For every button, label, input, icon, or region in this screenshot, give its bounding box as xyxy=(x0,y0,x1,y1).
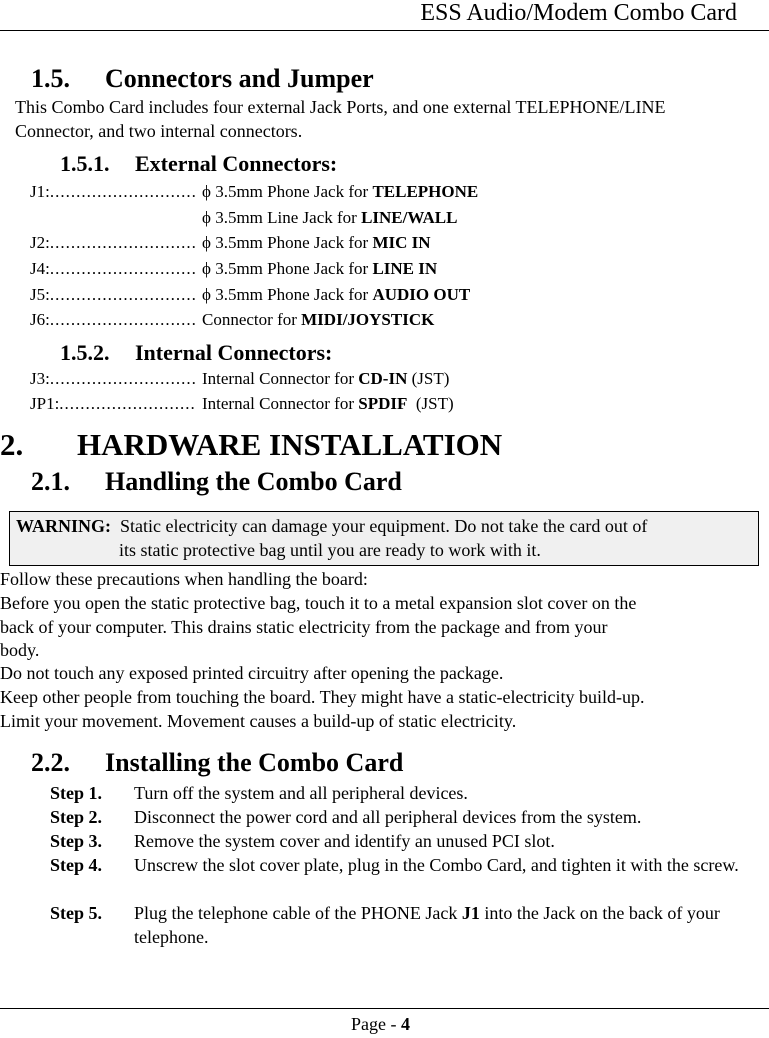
connector-row-j1 xyxy=(30,182,478,202)
precautions-intro: Follow these precautions when handling the board: xyxy=(0,569,368,589)
connector-function: MIC IN xyxy=(372,233,431,252)
connector-row-j2 xyxy=(30,233,431,253)
heading-text: Installing the Combo Card xyxy=(105,748,404,777)
precaution-line: Limit your movement. Movement causes a build-up of static electricity. xyxy=(0,711,517,731)
page-number xyxy=(351,1013,410,1035)
document-title: ESS Audio/Modem Combo Card xyxy=(420,0,737,26)
page-footer xyxy=(0,1008,769,1038)
heading-text: Internal Connectors: xyxy=(135,340,333,365)
step-text: Remove the system cover and identify an unused PCI slot. xyxy=(134,831,555,851)
heading-text: Connectors and Jumper xyxy=(105,64,374,93)
precaution-line: Before you open the static protective bag, touch it to a metal expansion slot cover on the xyxy=(0,593,637,613)
warning-label: WARNING: xyxy=(16,516,112,536)
step-label: Step 4. xyxy=(50,855,103,875)
warning-text-line-1: Static electricity can damage your equipment. Do not take the card out of xyxy=(120,516,648,536)
heading-external-connectors xyxy=(60,151,337,177)
step-label: Step 3. xyxy=(50,831,103,851)
connector-function: TELEPHONE xyxy=(372,182,479,201)
connector-row-j1-line xyxy=(30,208,457,228)
leader-dots: ............................ xyxy=(49,369,197,388)
heading-handling-the-combo-card xyxy=(31,467,402,497)
heading-number: 2. xyxy=(0,427,24,462)
connector-function: AUDIO OUT xyxy=(372,285,471,304)
step-text-bold: J1 xyxy=(461,903,480,923)
step-text-after: into the Jack on the back of your telephone. xyxy=(134,903,720,947)
connector-description: ϕ 3.5mm Phone Jack for xyxy=(202,182,373,201)
step-label: Step 2. xyxy=(50,807,103,827)
connector-suffix: (JST) xyxy=(407,394,454,413)
connector-description: Internal Connector for xyxy=(202,369,359,388)
connector-label: J2: xyxy=(30,233,50,252)
precaution-line: body. xyxy=(0,640,40,660)
heading-number: 1.5.2. xyxy=(60,340,110,365)
leader-dots: ............................ xyxy=(49,233,197,252)
warning-text-line-2: its static protective bag until you are ready to work with it. xyxy=(119,540,541,560)
connector-function: SPDIF xyxy=(358,394,408,413)
step-text-before: Plug the telephone cable of the PHONE Jack xyxy=(134,903,462,923)
connector-description: Internal Connector for xyxy=(202,394,359,413)
leader-dots: ............................ xyxy=(49,182,197,201)
page-header xyxy=(0,0,769,31)
leader-dots: .......................... xyxy=(59,394,196,413)
step-label: Step 5. xyxy=(50,903,103,923)
connector-description: Connector for xyxy=(202,310,302,329)
connector-row-j4 xyxy=(30,259,437,279)
heading-text: Handling the Combo Card xyxy=(105,467,402,496)
connector-description: ϕ 3.5mm Phone Jack for xyxy=(202,233,373,252)
step-label: Step 1. xyxy=(50,783,103,803)
heading-connectors-and-jumper xyxy=(31,64,374,94)
leader-dots: ............................ xyxy=(49,310,197,329)
connector-function: LINE IN xyxy=(372,259,438,278)
heading-number: 2.2. xyxy=(31,748,70,777)
intro-paragraph-line-1: This Combo Card includes four external Jack Ports, and one external TELEPHONE/LINE xyxy=(15,97,666,117)
heading-installing-the-combo-card xyxy=(31,748,403,778)
connector-label: J5: xyxy=(30,285,50,304)
connector-function: CD-IN xyxy=(358,369,408,388)
connector-row-j5 xyxy=(30,285,470,305)
connector-label: J1: xyxy=(30,182,50,201)
heading-number: 2.1. xyxy=(31,467,70,496)
connector-label: J3: xyxy=(30,369,50,388)
page-prefix: Page - xyxy=(351,1014,401,1034)
heading-text: External Connectors: xyxy=(135,151,338,176)
heading-text: HARDWARE INSTALLATION xyxy=(77,427,503,462)
heading-internal-connectors xyxy=(60,340,332,366)
connector-function: LINE/WALL xyxy=(361,208,458,227)
step-text xyxy=(134,901,754,949)
connector-row-j6 xyxy=(30,310,434,330)
step-text: Turn off the system and all peripheral devices. xyxy=(134,783,468,803)
connector-row-jp1 xyxy=(30,394,454,414)
precaution-line: Keep other people from touching the board. They might have a static-electricity build-up. xyxy=(0,687,645,707)
connector-label: JP1: xyxy=(30,394,60,413)
connector-label: J6: xyxy=(30,310,50,329)
connector-suffix: (JST) xyxy=(407,369,450,388)
connector-row-j3 xyxy=(30,369,449,389)
leader-dots: ............................ xyxy=(49,285,197,304)
precaution-line: back of your computer. This drains static electricity from the package and from your xyxy=(0,617,608,637)
heading-number: 1.5.1. xyxy=(60,151,110,176)
connector-description: ϕ 3.5mm Phone Jack for xyxy=(202,285,373,304)
page-number-value: 4 xyxy=(400,1014,410,1034)
heading-hardware-installation xyxy=(0,428,502,462)
intro-paragraph-line-2: Connector, and two internal connectors. xyxy=(15,121,303,141)
precaution-line: Do not touch any exposed printed circuitry after opening the package. xyxy=(0,663,504,683)
step-text: Unscrew the slot cover plate, plug in the Combo Card, and tighten it with the screw. xyxy=(134,855,739,875)
leader-dots: ............................ xyxy=(49,259,197,278)
connector-description: ϕ 3.5mm Phone Jack for xyxy=(202,259,373,278)
heading-number: 1.5. xyxy=(31,64,70,93)
step-text: Disconnect the power cord and all peripheral devices from the system. xyxy=(134,807,642,827)
warning-box xyxy=(9,511,759,566)
connector-function: MIDI/JOYSTICK xyxy=(301,310,435,329)
connector-label: J4: xyxy=(30,259,50,278)
connector-description: ϕ 3.5mm Line Jack for xyxy=(202,208,362,227)
